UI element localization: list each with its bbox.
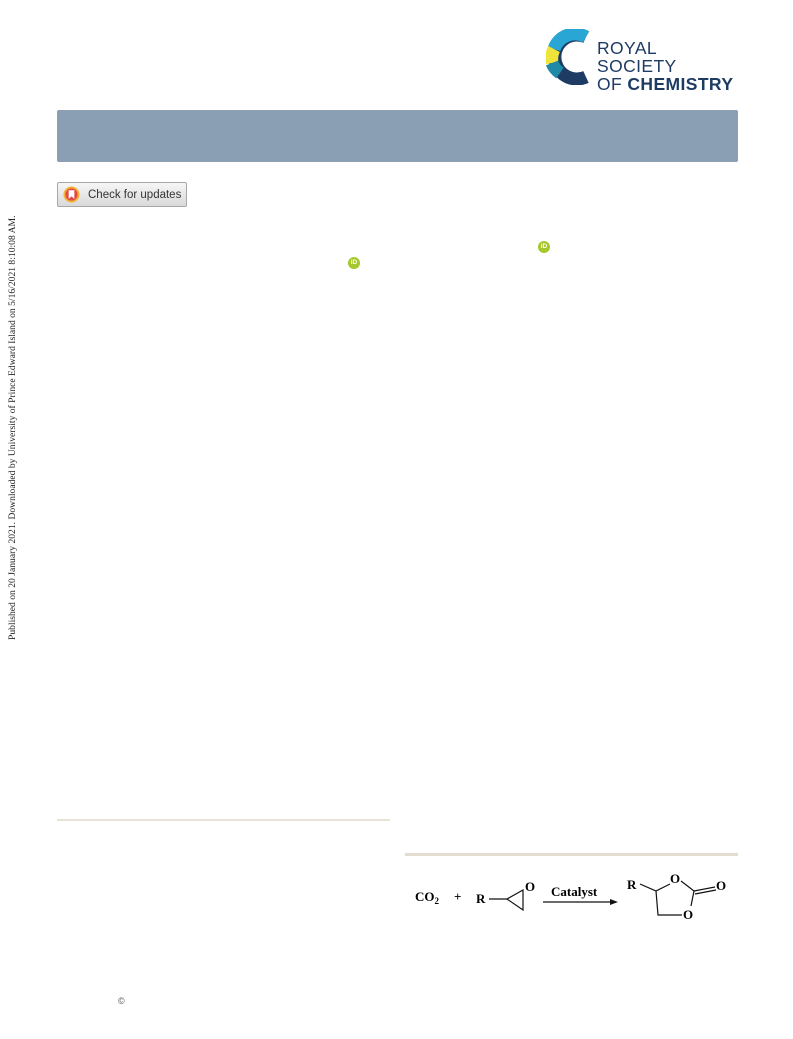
reaction-arrow-head — [610, 899, 618, 905]
scheme-divider — [405, 853, 738, 856]
publisher-name-line1: ROYAL SOCIETY — [597, 38, 677, 76]
publisher-name-line2 — [597, 75, 741, 93]
epoxide-oxygen: O — [525, 879, 536, 894]
epoxide-ring — [507, 890, 523, 910]
product-ring-right — [681, 881, 694, 906]
header-banner — [57, 110, 738, 162]
co2-label: $CO_2$ — [415, 889, 439, 906]
orcid-icon[interactable]: iD — [348, 257, 360, 269]
product-ring-left — [656, 884, 682, 915]
product-r-bond — [640, 884, 656, 891]
publisher-name-prefix: OF — [597, 74, 623, 94]
product-ring-oxygen-bottom: O — [683, 907, 694, 922]
footnote-divider — [57, 819, 390, 821]
substituent-r: R — [476, 891, 486, 906]
arrow-label: Catalyst — [551, 884, 598, 899]
rsc-c-mark-icon — [546, 29, 596, 85]
plus-sign: + — [454, 889, 462, 904]
check-for-updates-button[interactable] — [57, 182, 187, 207]
publication-stamp-text: Published on 20 January 2021. Downloaded by University of Prince Edward Island on 5/16/2021 8:10:08 AM. — [7, 215, 18, 640]
product-substituent-r: R — [627, 877, 637, 892]
publisher-name-bold: CHEMISTRY — [627, 74, 734, 94]
product-ring-oxygen-top: O — [670, 871, 681, 886]
check-for-updates-label: Check for updates — [88, 188, 182, 201]
copyright-symbol: © — [118, 996, 125, 1006]
publication-stamp — [4, 165, 20, 640]
reaction-scheme — [410, 868, 740, 930]
product-carbonyl-oxygen: O — [716, 878, 727, 893]
publisher-name — [597, 39, 741, 93]
orcid-icon[interactable]: iD — [538, 241, 550, 253]
publisher-logo[interactable] — [546, 29, 741, 94]
bookmark-badge-icon — [63, 186, 80, 203]
